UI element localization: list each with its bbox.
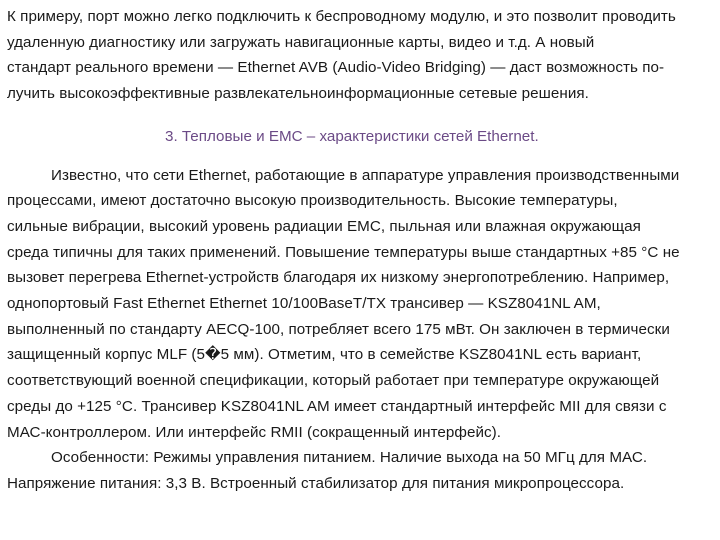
text-line: процессами, имеют достаточно высокую производительность. Высокие температуры, <box>7 192 618 210</box>
text-line: среда типичны для таких применений. Повышение температуры выше стандартных +85 °С не <box>7 243 680 261</box>
text-line: Напряжение питания: 3,3 В. Встроенный стабилизатор для питания микропроцессора. <box>7 474 625 492</box>
text-line: среды до +125 °С. Трансивер KSZ8041NL AM имеет стандартный интерфейс MII для связи с <box>7 397 667 415</box>
text-line: стандарт реального времени — Ethernet AVB (Audio-Video Bridging) — даст возможность по- <box>7 59 665 77</box>
text-line: удаленную диагностику или загружать навигационные карты, видео и т.д. А новый <box>7 33 595 51</box>
text-line: Особенности: Режимы управления питанием. Наличие выхода на 50 МГц для МАС. <box>51 449 648 467</box>
text-line: сильные вибрации, высокий уровень радиации ЕМС, пыльная или влажная окружающая <box>7 217 641 235</box>
text-line: К примеру, порт можно легко подключить к беспроводному модулю, и это позволит проводить <box>7 8 676 25</box>
text-line: Известно, что сети Ethernet, работающие в аппаратуре управления производственными <box>51 166 680 184</box>
paragraph-intro <box>7 4 714 107</box>
text-line: вызовет перегрева Ethernet-устройств благодаря их низкому энергопотреблению. Например, <box>7 269 670 287</box>
text-line: защищенный корпус MLF (5�5 мм). Отметим, что в семействе KSZ8041NL есть вариант, <box>7 346 642 364</box>
text-line: выполненный по стандарту AECQ-100, потребляет всего 175 мВт. Он заключен в термически <box>7 320 670 338</box>
text-line: соответствующий военной спецификации, который работает при температуре окружающей <box>7 372 660 390</box>
text-line: однопортовый Fast Ethernet Ethernet 10/100BaseT/TX трансивер — KSZ8041NL AM, <box>7 295 601 313</box>
section-heading: 3. Тепловые и ЕМС – характеристики сетей Ethernet. <box>165 127 539 145</box>
text-line: лучить высокоэффективные развлекательноинформационные сетевые решения. <box>7 85 589 103</box>
paragraph-characteristics <box>7 163 714 446</box>
paragraph-features <box>7 445 714 496</box>
text-line: МАС-контроллером. Или интерфейс RMII (сокращенный интерфейс). <box>7 423 501 441</box>
